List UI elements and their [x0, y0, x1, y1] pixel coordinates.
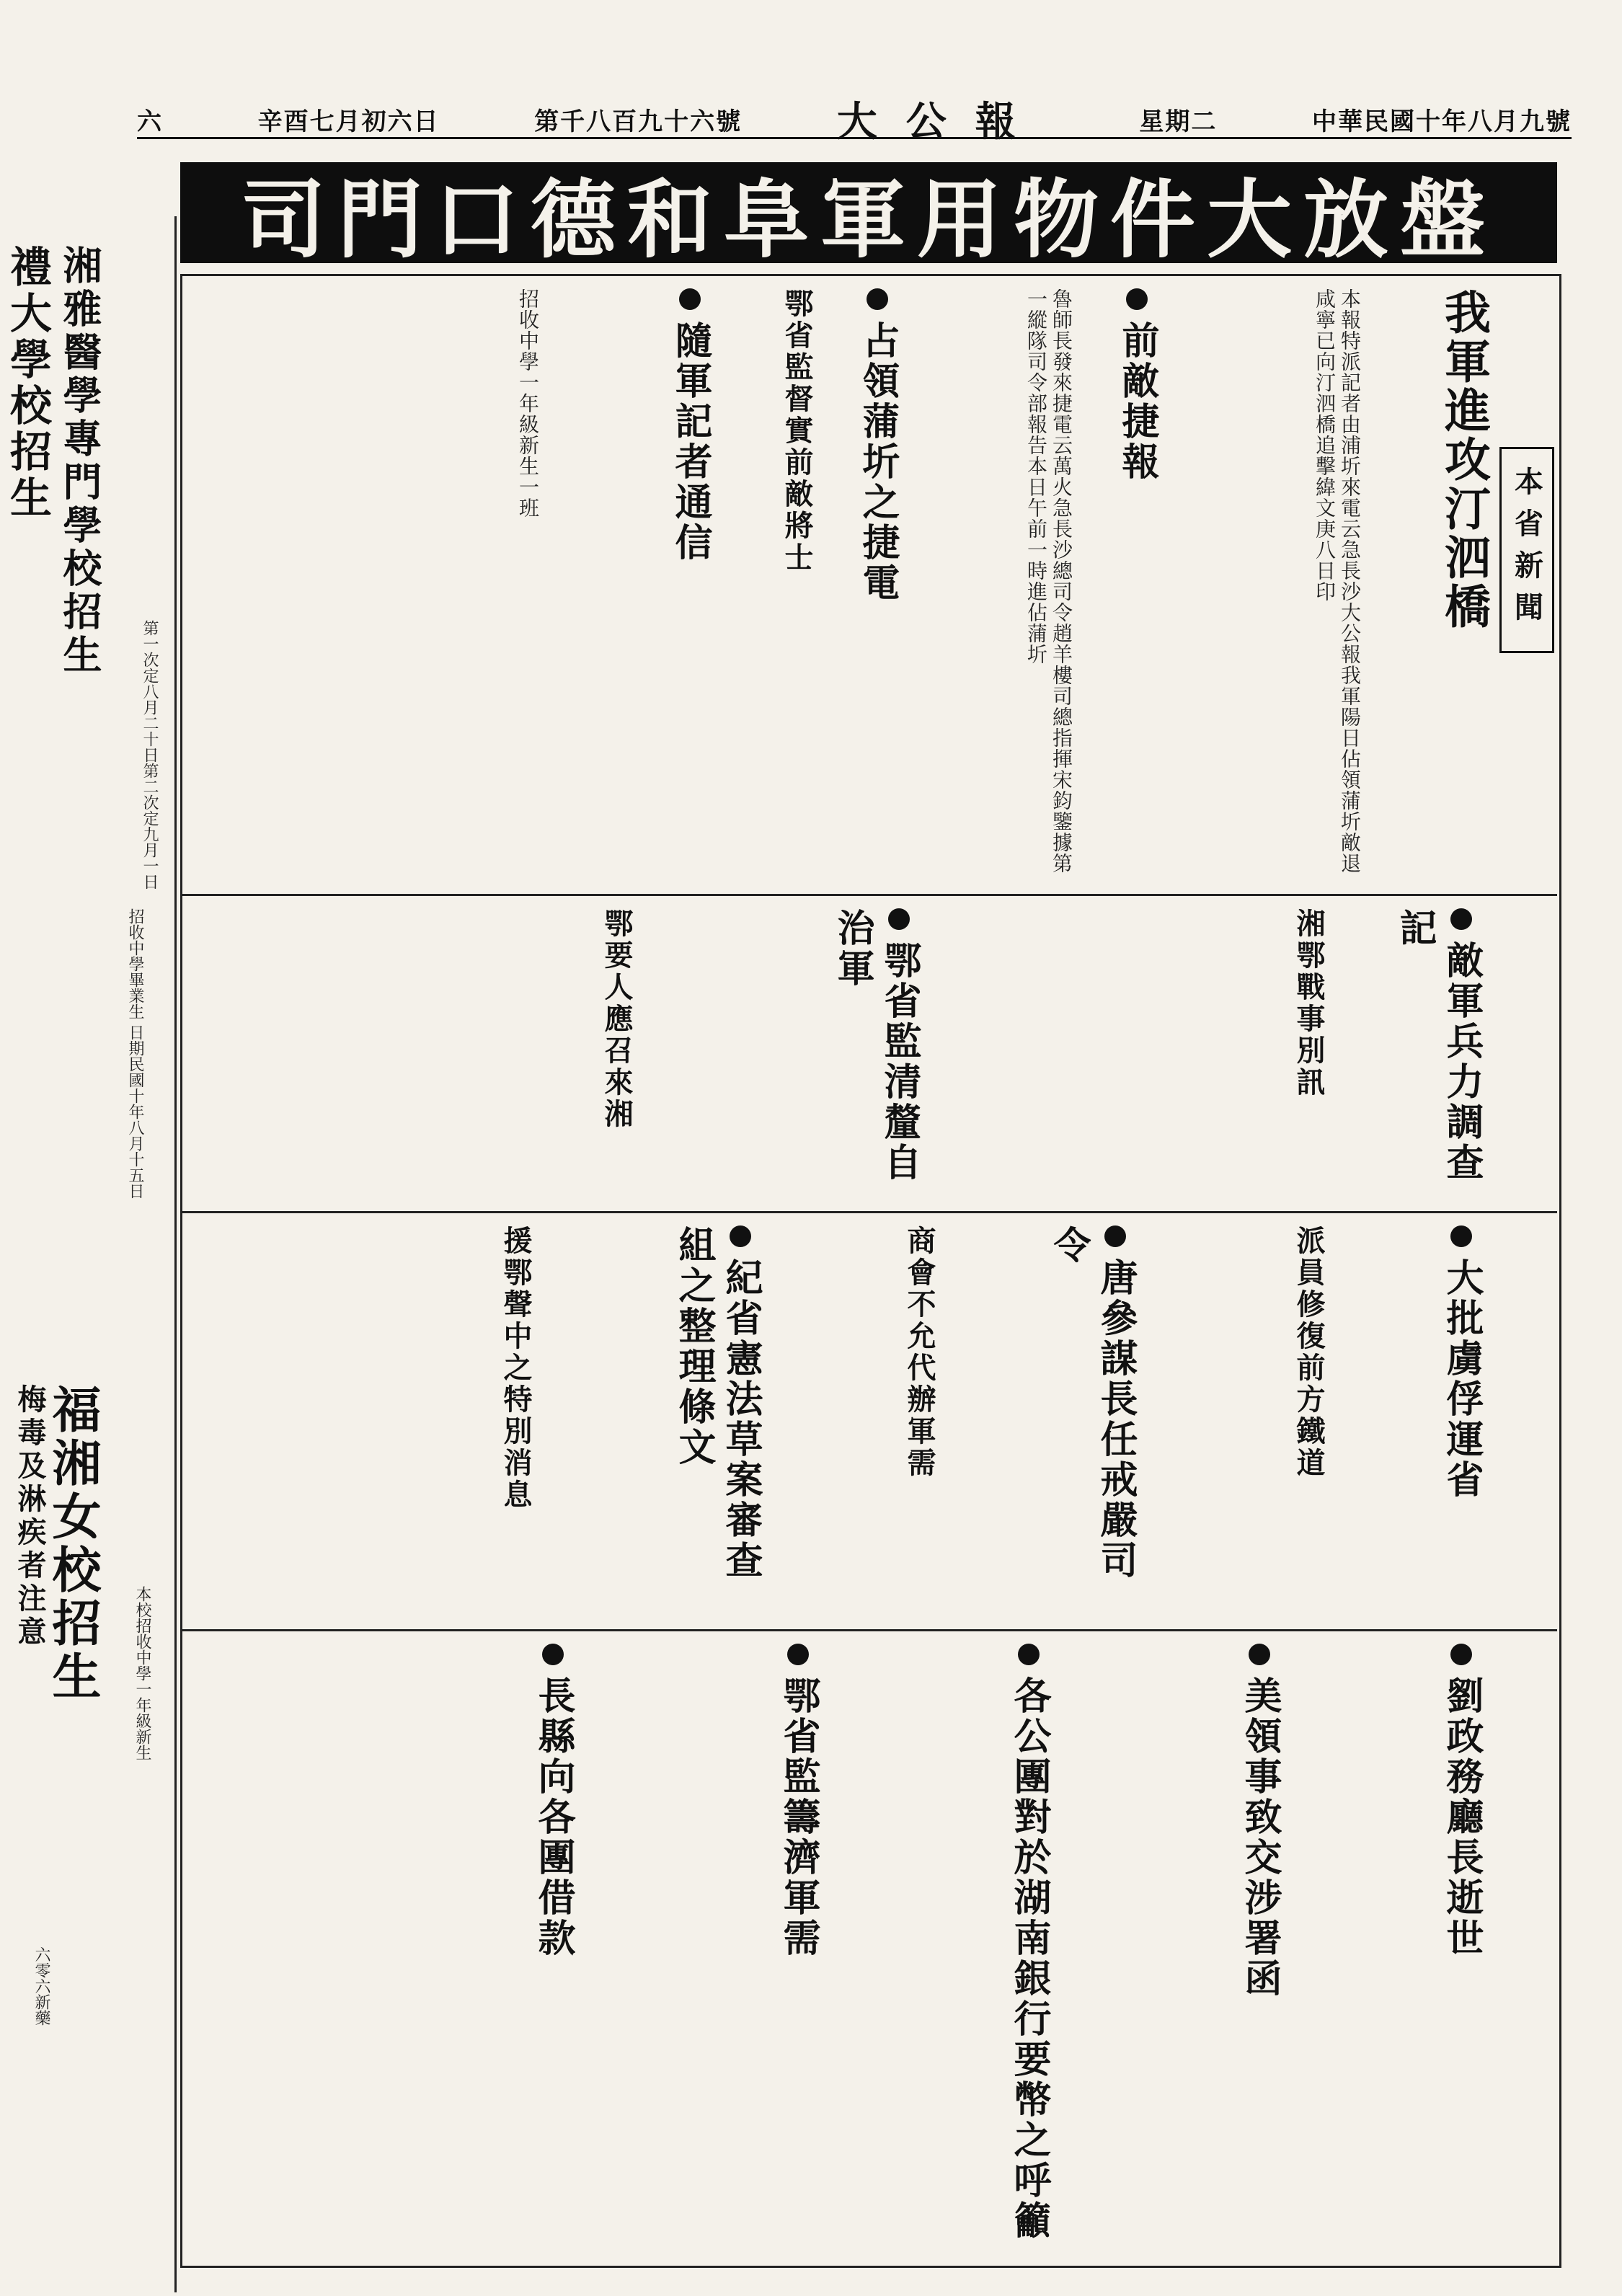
ad-title: 禮大學校招生: [3, 245, 52, 522]
article: [195, 908, 634, 1197]
article-headline: 鄂省監清釐自治軍: [830, 908, 921, 1184]
article: [952, 1225, 1139, 1615]
article-subheadline: 援鄂聲中之特別消息: [499, 1225, 533, 1511]
bullet-icon: [1018, 1644, 1040, 1665]
article-subheadline: 鄂省監督實前敵將士: [780, 288, 814, 574]
article-headline: 敵軍兵力調查記: [1393, 908, 1484, 1184]
bullet-icon: [888, 908, 910, 930]
bullet-icon: [730, 1225, 751, 1247]
article-body-text: 本報特派記者由浦圻來電云急長沙大公報我軍陽日佔領蒲圻敵退咸寧已向汀泗橋追擊緯文庚八日印: [1313, 288, 1362, 874]
article: [548, 1225, 764, 1615]
bullet-icon: [1249, 1644, 1270, 1665]
bullet-icon: [542, 1644, 564, 1665]
article: [548, 288, 714, 879]
article-headline: 隨軍記者通信: [668, 321, 712, 564]
article: [822, 288, 901, 879]
article-body-text: 魯師長發來捷電云萬火急長沙總司令趙羊樓司總指揮宋鈞鑒據第一縱隊司令部報告本日午前一時進佔蒲圻: [1024, 288, 1073, 874]
article-headline: 長縣向各團借款: [531, 1676, 575, 1959]
republic-date: 中華民國十年八月九號: [1311, 107, 1572, 136]
article: [1298, 1644, 1485, 2249]
article: [937, 908, 1326, 1197]
ad-text: 本校招收中學一年級新生: [133, 1586, 151, 1760]
article-subheadline: 商會不允代辦軍需: [903, 1225, 936, 1479]
bullet-icon: [1450, 908, 1472, 930]
issue-number: 第千八百九十六號: [534, 107, 743, 136]
bullet-icon: [787, 1644, 809, 1665]
bullet-icon: [1450, 1225, 1472, 1247]
left-advertisements: [0, 216, 173, 2292]
article: [591, 1644, 822, 2249]
ad-title: 福湘女校招生: [44, 1384, 102, 1704]
divider: [180, 894, 1557, 896]
divider: [180, 1211, 1557, 1213]
bullet-icon: [1450, 1644, 1472, 1665]
paper-name: 大公報: [836, 98, 1045, 146]
article: [195, 1225, 533, 1615]
article-headline: 鄂省監籌濟軍需: [776, 1676, 820, 1959]
article: [836, 1644, 1052, 2249]
article-subheadline: 湘鄂戰事別訊: [1292, 908, 1326, 1099]
article-body: [908, 288, 1074, 879]
article-headline: 前敵捷報: [1115, 321, 1159, 483]
article: [721, 288, 815, 879]
ad-text: 第一次定八月二十日第二次定九月一日: [141, 620, 159, 890]
article-subheadline: 鄂要人應召來湘: [600, 908, 634, 1130]
masthead: [137, 98, 1572, 146]
divider: [174, 216, 177, 2292]
ad-title: 梅毒及淋疾者注意: [13, 1384, 47, 1649]
article: [1370, 288, 1492, 879]
article-headline: 占領蒲圻之捷電: [856, 321, 900, 604]
lunar-date: 辛酉七月初六日: [257, 107, 440, 136]
article: [1341, 1225, 1485, 1615]
ad-text: 招收中學畢業生 日期民國十年八月十五日: [126, 908, 144, 1199]
bullet-icon: [1104, 1225, 1126, 1247]
article: [649, 908, 923, 1197]
article-headline: 紀省憲法草案審查組之整理條文: [672, 1225, 763, 1582]
article: [1153, 1225, 1326, 1615]
article-headline: 我軍進攻汀泗橋: [1437, 288, 1491, 631]
article-headline: 劉政務廳長逝世: [1440, 1676, 1484, 1959]
bullet-icon: [867, 288, 888, 310]
ad-title: 湘雅醫學專門學校招生: [57, 245, 103, 678]
article-body-text: 招收中學一年級新生一班: [516, 288, 540, 518]
article-body: [195, 288, 541, 879]
ad-text: 六零六新藥: [32, 1946, 50, 2026]
advertisement-banner: 司門口德和阜軍用物件大放盤: [180, 162, 1557, 263]
bullet-icon: [1126, 288, 1148, 310]
page-number: 六: [137, 107, 163, 136]
article-headline: 大批虜俘運省: [1440, 1258, 1484, 1501]
weekday: 星期二: [1139, 107, 1218, 136]
section-badge: 本省新聞: [1499, 447, 1554, 653]
article: [1341, 908, 1485, 1197]
article-headline: 各公團對於湖南銀行要幣之呼籲: [1007, 1676, 1051, 2242]
article-subheadline: 派員修復前方鐵道: [1292, 1225, 1326, 1479]
article: [779, 1225, 937, 1615]
article-headline: 唐參謀長任戒嚴司令: [1047, 1225, 1138, 1582]
article-headline: 美領事致交涉署函: [1238, 1676, 1282, 2000]
article: [195, 1644, 577, 2249]
bullet-icon: [679, 288, 701, 310]
article: [1081, 288, 1161, 879]
article: [1067, 1644, 1283, 2249]
divider: [180, 1629, 1557, 1631]
article-body: [1168, 288, 1362, 879]
